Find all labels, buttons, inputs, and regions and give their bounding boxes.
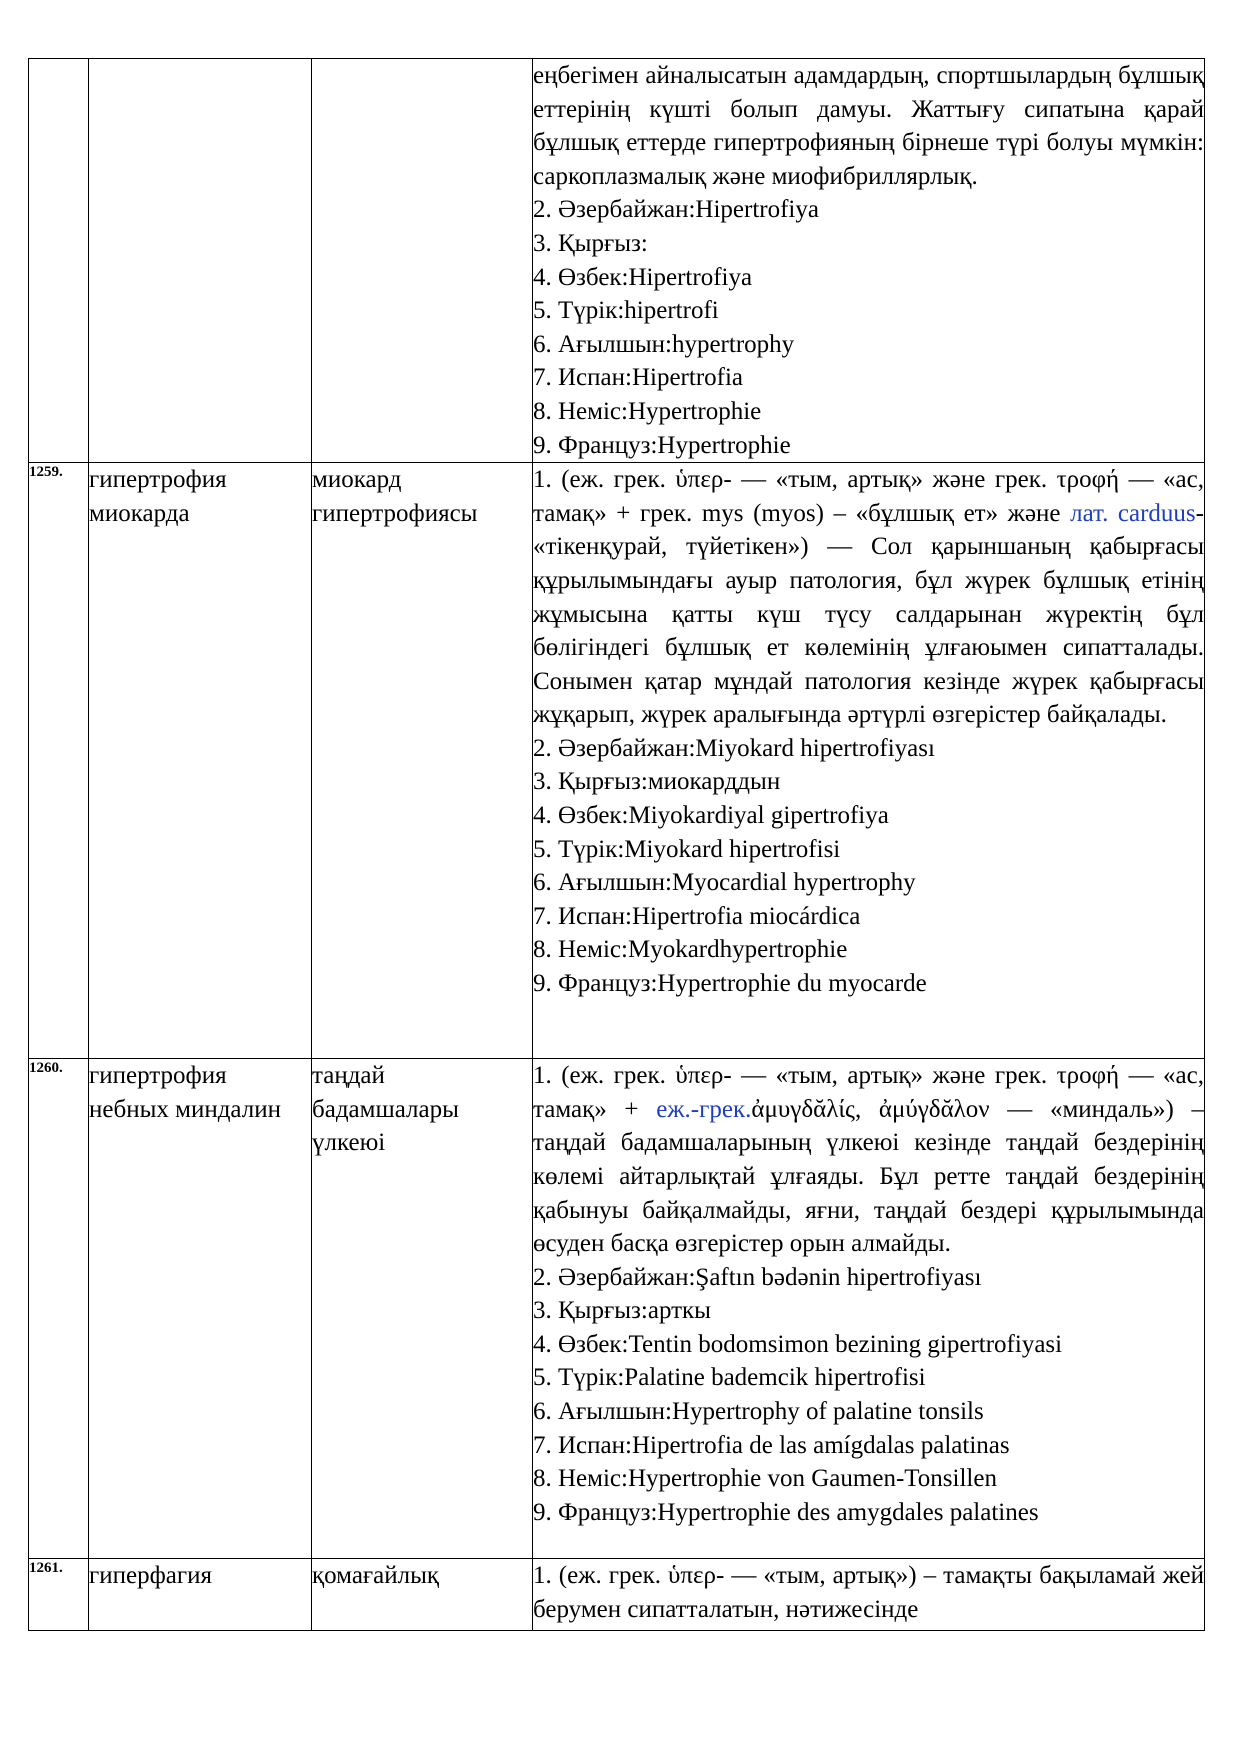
- entry-row: [29, 463, 1205, 1059]
- translation-line: 3. Қырғыз:: [533, 229, 648, 257]
- definition-cell: [533, 463, 1205, 1059]
- translation-line: 5. Түрік:Palatine bademcik hipertrofisi: [533, 1364, 926, 1392]
- definition-text: еңбегімен айналысатын адамдардың, спортшылардың бұлшық еттерінің күшті болып дамуы. Жаттығу сипатына қарай бұлшық еттерде гипертрофияның бірнеше түрі болуы мүмкін: саркоплазмалық және миофибриллярлық.: [533, 62, 1204, 190]
- entry-number: 1261.: [29, 1559, 89, 1631]
- translation-line: 7. Испан:Hipertrofia miocárdica: [533, 902, 861, 930]
- kazakh-term: [312, 59, 533, 463]
- translation-line: 3. Қырғыз:миокарддын: [533, 768, 781, 796]
- definition-text: [533, 463, 1204, 732]
- definition-cell: [533, 1559, 1205, 1631]
- translation-line: 4. Өзбек:Hipertrofiya: [533, 263, 753, 291]
- russian-term: гипертрофия небных миндалин: [89, 1059, 312, 1559]
- translation-line: 9. Француз:Hypertrophie des amygdales palatines: [533, 1498, 1039, 1526]
- definition-body: ἀμυγδᾰλίς, ἀμύγδᾰλον — «миндаль») – таңдай бадамшаларының үлкеюі кезінде таңдай бездерінің көлемі айтарлықтай ұлғаяды. Бұл ретте таңдай бездерінің қабынуы байқалмайды, яғни, таңдай бездері құрылымында өсуден басқа өзгерістер орын алмайды.: [533, 1095, 1204, 1258]
- translation-line: 7. Испан:Hipertrofia de las amígdalas palatinas: [533, 1431, 1010, 1459]
- entry-row: [29, 1059, 1205, 1559]
- kazakh-term: миокард гипертрофиясы: [312, 463, 533, 1059]
- definition-text: 1. (еж. грек. ὑπερ- — «тым, артық») – тамақты бақыламай жей берумен сипатталатын, нәтижесінде: [533, 1562, 1204, 1623]
- entry-number: 1259.: [29, 463, 89, 1059]
- translation-line: 6. Ағылшын:Hypertrophy of palatine tonsils: [533, 1398, 984, 1426]
- translation-line: 8. Неміс:Hypertrophie von Gaumen-Tonsillen: [533, 1465, 997, 1493]
- translation-line: 7. Испан:Hipertrofia: [533, 364, 744, 392]
- definition-cell: [533, 59, 1205, 463]
- translation-line: 4. Өзбек:Miyokardiyal gipertrofiya: [533, 802, 889, 830]
- translation-line: 2. Әзербайжан:Miyokard hipertrofiyası: [533, 734, 935, 762]
- latin-etymology: лат. carduus: [1070, 499, 1196, 527]
- translation-line: 6. Ағылшын:hypertrophy: [533, 330, 795, 358]
- russian-term: гиперфагия: [89, 1559, 312, 1631]
- russian-term: [89, 59, 312, 463]
- definition-text: [533, 1059, 1204, 1261]
- greek-etymology: еж.-грек.: [656, 1095, 752, 1123]
- translation-line: 6. Ағылшын:Myocardial hypertrophy: [533, 869, 916, 897]
- translation-line: 5. Түрік:Miyokard hipertrofisi: [533, 835, 841, 863]
- entry-row: [29, 1559, 1205, 1631]
- translation-line: 9. Француз:Hypertrophie du myocarde: [533, 970, 927, 998]
- translation-line: 8. Неміс:Myokardhypertrophie: [533, 936, 848, 964]
- kazakh-term: таңдай бадамшалары үлкеюі: [312, 1059, 533, 1559]
- translation-line: 4. Өзбек:Tentin bodomsimon bezining gipertrofiyasi: [533, 1330, 1063, 1358]
- definition-cell: [533, 1059, 1205, 1559]
- entry-row: [29, 59, 1205, 463]
- kazakh-term: қомағайлық: [312, 1559, 533, 1631]
- translation-line: 5. Түрік:hipertrofi: [533, 297, 719, 325]
- translation-line: 2. Әзербайжан:Şaftın bədənin hipertrofiyası: [533, 1263, 982, 1291]
- dictionary-table: [28, 58, 1205, 1631]
- definition-body: - «тікенқурай, түйетікен») — Сол қарыншаның қабырғасы құрылымындағы ауыр патология, бұл жүрек бұлшық етінің жұмысына қатты күш түсу салдарынан жүректің бұл бөлігіндегі бұлшық ет көлемінің ұлғаюымен сипатталады. Сонымен қатар мұндай патология кезінде жүрек қабырғасы жұқарып, жүрек аралығында әртүрлі өзгерістер байқалады.: [533, 499, 1204, 729]
- entry-number: [29, 59, 89, 463]
- etymology-text: 1. (еж. грек. ὑπερ- — «тым, артық» және грек. τροφή — «ас, тамақ» +: [533, 1062, 1204, 1123]
- translation-line: 9. Француз:Hypertrophie: [533, 431, 791, 459]
- translation-line: 2. Әзербайжан:Hipertrofiya: [533, 196, 819, 224]
- etymology-text: 1. (еж. грек. ὑπερ- — «тым, артық» және грек. τροφή — «ас, тамақ» + грек. mys (myos) – «бұлшық ет» және: [533, 466, 1204, 527]
- entry-number: 1260.: [29, 1059, 89, 1559]
- translation-line: 3. Қырғыз:арткы: [533, 1297, 711, 1325]
- translation-line: 8. Неміс:Hypertrophie: [533, 397, 762, 425]
- russian-term: гипертрофия миокарда: [89, 463, 312, 1059]
